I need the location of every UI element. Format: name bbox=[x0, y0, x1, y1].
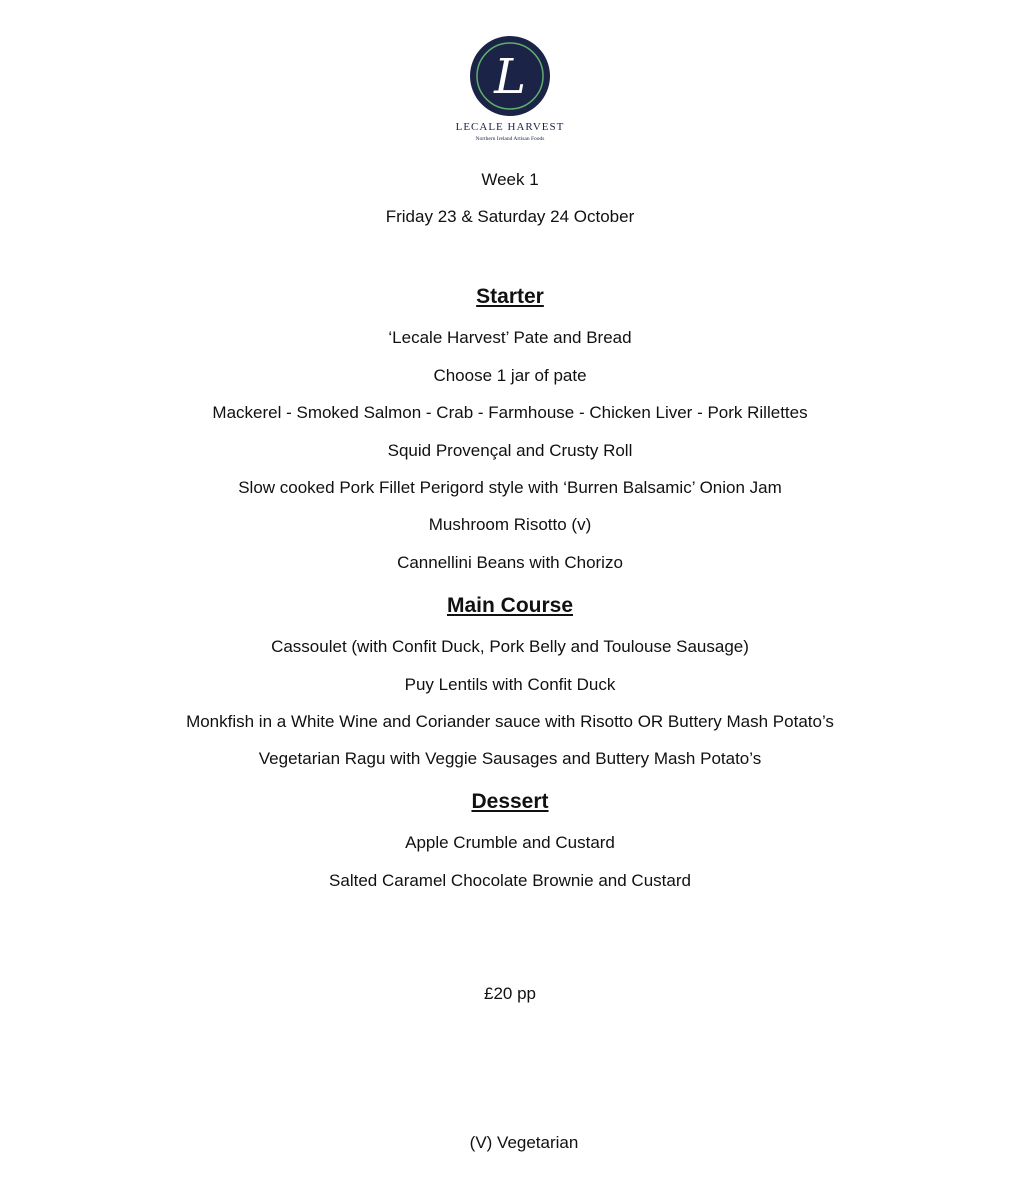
starter-item: ‘Lecale Harvest’ Pate and Bread bbox=[388, 328, 632, 347]
starter-item: Squid Provençal and Crusty Roll bbox=[387, 441, 633, 460]
starter-item: Mushroom Risotto (v) bbox=[428, 515, 592, 534]
main-course-item: Cassoulet (with Confit Duck, Pork Belly and Toulouse Sausage) bbox=[271, 637, 749, 656]
dessert-item: Salted Caramel Chocolate Brownie and Custard bbox=[329, 871, 691, 890]
starter-item: Slow cooked Pork Fillet Perigord style with ‘Burren Balsamic’ Onion Jam bbox=[238, 478, 782, 497]
logo-name: LECALE HARVEST bbox=[455, 121, 565, 133]
main-course-item: Puy Lentils with Confit Duck bbox=[404, 675, 616, 694]
logo-graphic bbox=[440, 36, 580, 146]
vegetarian-footnote: (V) Vegetarian bbox=[469, 1133, 579, 1152]
logo-letter: L bbox=[494, 49, 526, 105]
dessert-heading: Dessert bbox=[471, 790, 549, 813]
starter-heading: Starter bbox=[476, 285, 544, 308]
starter-item: Cannellini Beans with Chorizo bbox=[397, 553, 623, 572]
date-label: Friday 23 & Saturday 24 October bbox=[385, 207, 635, 226]
week-label: Week 1 bbox=[481, 170, 539, 189]
dessert-item: Apple Crumble and Custard bbox=[405, 833, 615, 852]
price-label: £20 pp bbox=[484, 984, 536, 1003]
main-course-item: Vegetarian Ragu with Veggie Sausages and Buttery Mash Potato’s bbox=[258, 749, 762, 768]
logo-tagline: Northern Ireland Artisan Foods bbox=[475, 136, 545, 142]
lecale-harvest-logo bbox=[440, 36, 580, 146]
main-course-item: Monkfish in a White Wine and Coriander sauce with Risotto OR Buttery Mash Potato’s bbox=[186, 712, 834, 731]
starter-item: Mackerel - Smoked Salmon - Crab - Farmhouse - Chicken Liver - Pork Rillettes bbox=[212, 403, 808, 422]
starter-item: Choose 1 jar of pate bbox=[433, 366, 587, 385]
main-course-heading: Main Course bbox=[446, 594, 574, 617]
